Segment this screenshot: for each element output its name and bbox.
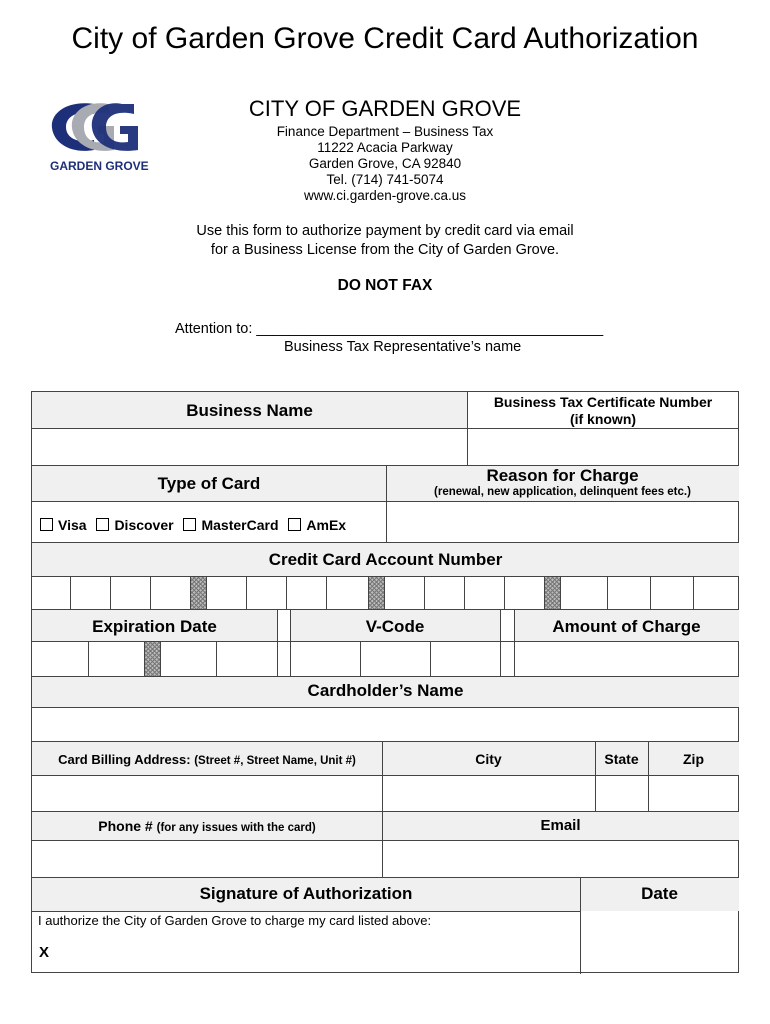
street-address: 11222 Acacia Parkway: [317, 140, 453, 155]
cert-number-label: [467, 394, 739, 428]
phone-label: [32, 818, 382, 834]
signature-x-mark[interactable]: X: [39, 944, 50, 961]
website: www.ci.garden-grove.ca.us: [303, 188, 467, 203]
signature-label: Signature of Authorization: [199, 884, 413, 903]
card-option-visa[interactable]: Visa: [40, 517, 87, 533]
no-fax-notice: DO NOT FAX: [337, 277, 433, 294]
checkbox-icon[interactable]: [288, 518, 301, 531]
org-name: CITY OF GARDEN GROVE: [248, 96, 522, 121]
expiration-label: Expiration Date: [92, 617, 217, 636]
billing-address-label-sub: (Street #, Street Name, Unit #): [194, 755, 356, 767]
phone-label-sub: (for any issues with the card): [156, 822, 316, 834]
type-of-card-label: Type of Card: [157, 474, 261, 493]
checkbox-icon[interactable]: [40, 518, 53, 531]
department: Finance Department – Business Tax: [276, 124, 494, 139]
date-label: Date: [641, 884, 678, 903]
amount-label: Amount of Charge: [552, 617, 701, 636]
intro-text: [180, 222, 590, 260]
cert-number-label-line1: Business Tax Certificate Number: [493, 394, 713, 410]
attention-sublabel: Business Tax Representative’s name: [284, 339, 522, 355]
telephone: Tel. (714) 741-5074: [326, 172, 444, 187]
billing-address-label-main: Card Billing Address:: [58, 752, 191, 767]
logo-text: GARDEN GROVE: [50, 159, 149, 173]
vcode-label: V-Code: [365, 617, 425, 636]
phone-label-main: Phone #: [98, 818, 153, 834]
intro-line-1: Use this form to authorize payment by credit card via email: [196, 223, 574, 239]
state-label: State: [604, 751, 639, 767]
attention-line[interactable]: Attention to: ___________________________________________: [175, 321, 604, 337]
reason-sublabel: (renewal, new application, delinquent fees etc.): [434, 486, 691, 498]
garden-grove-logo: [48, 96, 156, 174]
intro-line-2: for a Business License from the City of Garden Grove.: [210, 242, 560, 258]
email-label: Email: [540, 817, 581, 834]
form-title: City of Garden Grove Credit Card Authorization: [71, 22, 699, 55]
checkbox-icon[interactable]: [96, 518, 109, 531]
business-name-label: Business Name: [186, 401, 313, 420]
cardholder-label: Cardholder’s Name: [307, 681, 464, 700]
card-option-discover[interactable]: Discover: [96, 517, 173, 533]
card-option-mastercard[interactable]: MasterCard: [183, 517, 278, 533]
checkbox-icon[interactable]: [183, 518, 196, 531]
cert-number-label-line2: (if known): [569, 411, 637, 427]
card-type-options: [40, 517, 352, 533]
authorize-statement: I authorize the City of Garden Grove to charge my card listed above:: [38, 913, 432, 928]
card-option-amex[interactable]: AmEx: [288, 517, 346, 533]
city-state-zip: Garden Grove, CA 92840: [308, 156, 462, 171]
billing-address-label: [32, 752, 382, 767]
authorization-form-table: [31, 391, 739, 973]
reason-label: Reason for Charge: [486, 466, 639, 485]
city-label: City: [475, 751, 502, 767]
account-number-label: Credit Card Account Number: [268, 550, 503, 569]
zip-label: Zip: [683, 751, 704, 767]
